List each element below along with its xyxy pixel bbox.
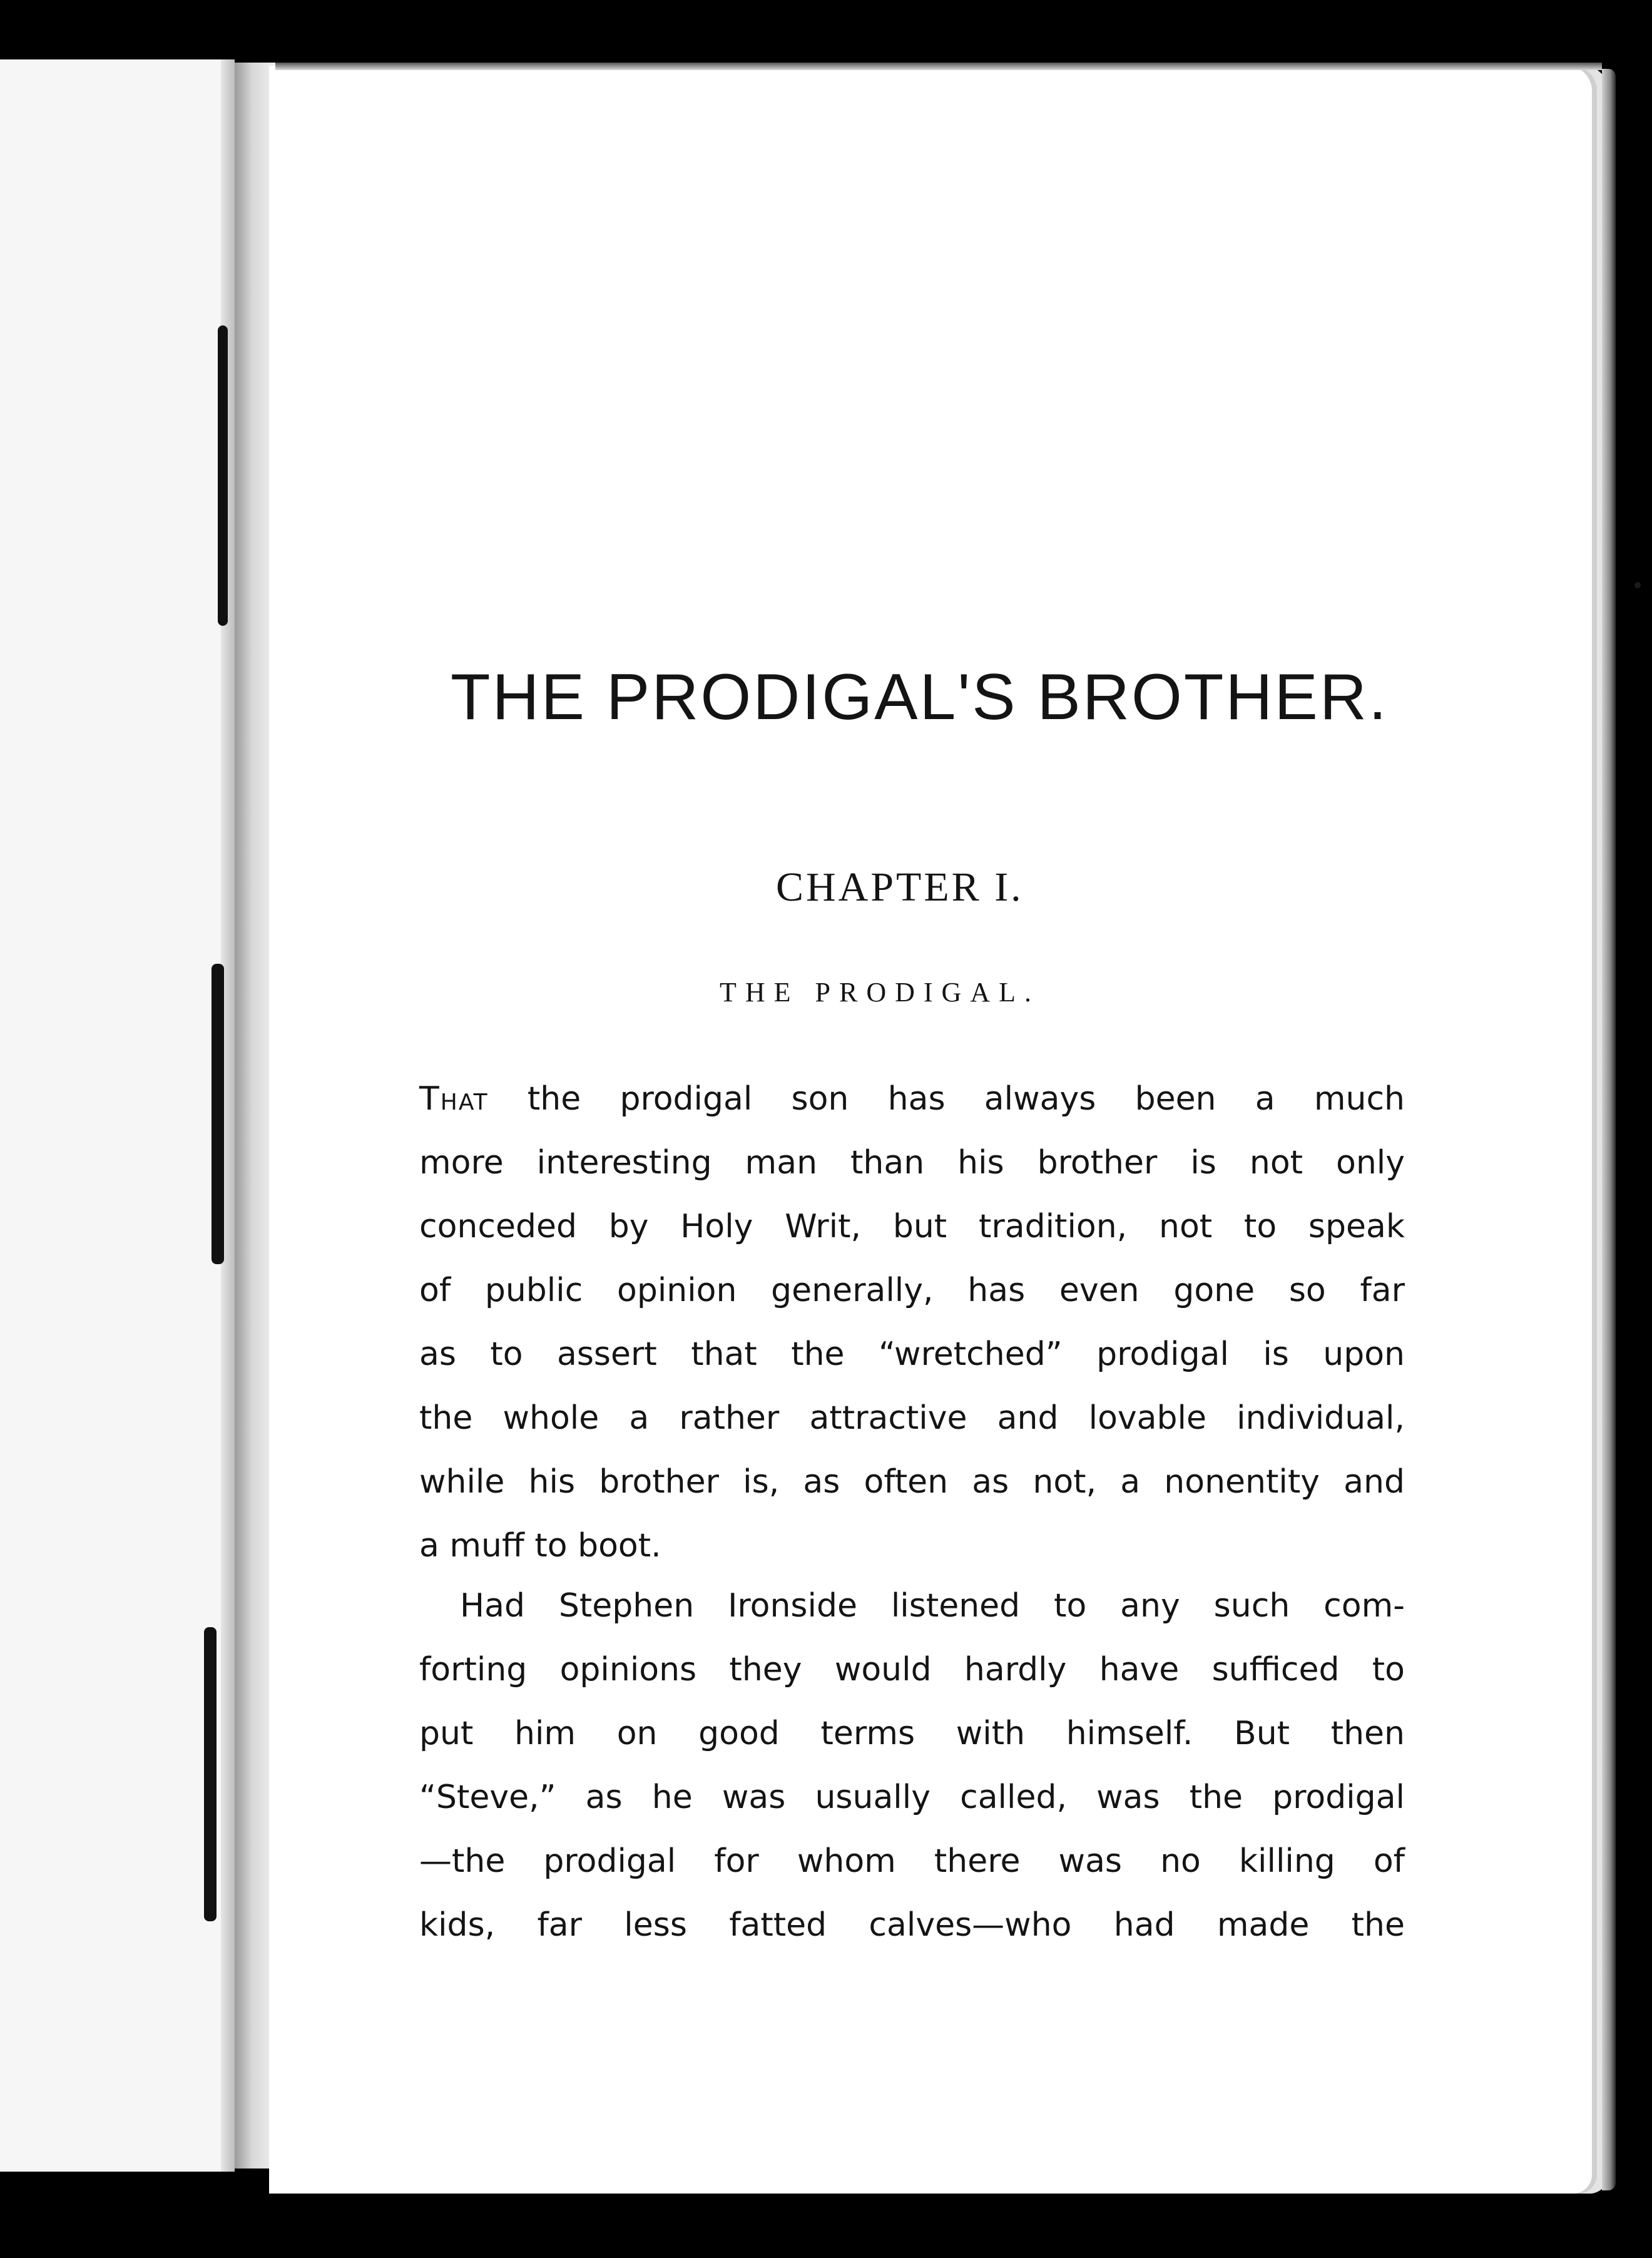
text-line: “Steve,” as he was usually called, was the prodigal xyxy=(419,1779,1405,1816)
paragraph-2 xyxy=(419,1574,1405,1957)
text-line: more interesting man than his brother is not only xyxy=(419,1144,1405,1182)
page-fore-edge xyxy=(1602,69,1616,2190)
binding-thread xyxy=(212,964,224,1264)
paragraph-1 xyxy=(419,1067,1405,1578)
text-line: as to assert that the “wretched” prodigal is upon xyxy=(419,1336,1405,1373)
text-line: —the prodigal for whom there was no killing of xyxy=(419,1842,1405,1880)
facing-page-edge xyxy=(0,59,235,2172)
text-line: while his brother is, as often as not, a nonentity and xyxy=(419,1463,1405,1501)
text-line xyxy=(419,1067,1405,1131)
text-line: the whole a rather attractive and lovable individual, xyxy=(419,1399,1405,1437)
text-line-content: the prodigal son has always been a much xyxy=(527,1080,1405,1118)
scan-speck xyxy=(1634,582,1641,588)
text-line: put him on good terms with himself. But then xyxy=(419,1715,1405,1752)
binding-thread xyxy=(218,325,228,626)
chapter-number: CHAPTER I. xyxy=(776,864,1024,910)
book-title: THE PRODIGAL'S BROTHER. xyxy=(451,661,1389,733)
text-line: Had Stephen Ironside listened to any such com- xyxy=(460,1587,1405,1625)
text-line: kids, far less fatted calves—who had made the xyxy=(419,1906,1405,1944)
text-line: conceded by Holy Writ, but tradition, not to speak xyxy=(419,1208,1405,1245)
page-top-edge xyxy=(275,63,1602,70)
binding-thread xyxy=(204,1627,217,1921)
chapter-title: THE PRODIGAL. xyxy=(720,977,1040,1008)
text-line: forting opinions they would hardly have sufficed to xyxy=(419,1651,1405,1688)
text-line: a muff to boot. xyxy=(419,1527,661,1565)
text-line: of public opinion generally, has even gone so far xyxy=(419,1272,1405,1309)
paragraph-lead-word: That xyxy=(419,1080,489,1118)
